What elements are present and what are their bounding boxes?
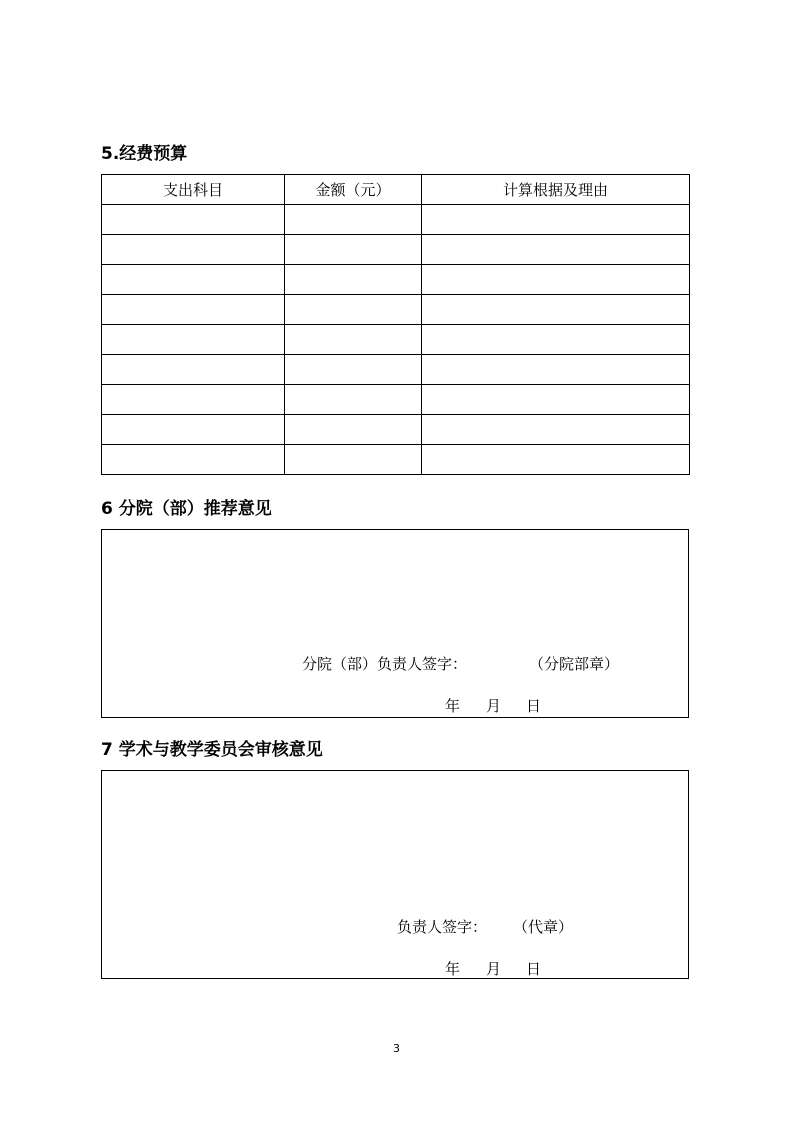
recommendation-date-month: 月 <box>486 697 502 715</box>
recommendation-box[interactable] <box>101 529 689 718</box>
recommendation-heading: 6 分院（部）推荐意见 <box>101 499 272 519</box>
budget-cell-amount[interactable] <box>285 385 422 415</box>
budget-row <box>102 205 690 235</box>
review-date-day: 日 <box>526 960 542 978</box>
recommendation-date-year: 年 <box>445 697 461 715</box>
budget-cell-expense-item[interactable] <box>102 355 285 385</box>
review-date-month: 月 <box>486 960 502 978</box>
budget-row <box>102 445 690 475</box>
budget-cell-amount[interactable] <box>285 265 422 295</box>
review-date-year: 年 <box>445 960 461 978</box>
budget-cell-justification[interactable] <box>422 205 690 235</box>
review-signature-label: 负责人签字： <box>397 918 488 936</box>
budget-heading: 5.经费预算 <box>101 144 188 164</box>
budget-cell-amount[interactable] <box>285 235 422 265</box>
budget-cell-justification[interactable] <box>422 385 690 415</box>
budget-cell-amount[interactable] <box>285 205 422 235</box>
budget-cell-amount[interactable] <box>285 295 422 325</box>
budget-cell-justification[interactable] <box>422 235 690 265</box>
budget-row <box>102 235 690 265</box>
budget-cell-expense-item[interactable] <box>102 205 285 235</box>
budget-row <box>102 295 690 325</box>
budget-cell-amount[interactable] <box>285 445 422 475</box>
budget-cell-expense-item[interactable] <box>102 415 285 445</box>
budget-cell-justification[interactable] <box>422 295 690 325</box>
budget-row <box>102 265 690 295</box>
budget-cell-amount[interactable] <box>285 325 422 355</box>
budget-cell-expense-item[interactable] <box>102 385 285 415</box>
budget-row <box>102 385 690 415</box>
budget-cell-justification[interactable] <box>422 265 690 295</box>
budget-cell-expense-item[interactable] <box>102 265 285 295</box>
recommendation-seal-label: （分院部章） <box>529 655 620 673</box>
budget-cell-justification[interactable] <box>422 355 690 385</box>
review-heading: 7 学术与教学委员会审核意见 <box>101 740 323 760</box>
header-expense-item: 支出科目 <box>102 175 285 205</box>
budget-cell-justification[interactable] <box>422 445 690 475</box>
header-justification: 计算根据及理由 <box>422 175 690 205</box>
review-seal-label: （代章） <box>513 918 574 936</box>
budget-cell-justification[interactable] <box>422 415 690 445</box>
budget-cell-justification[interactable] <box>422 325 690 355</box>
budget-cell-expense-item[interactable] <box>102 445 285 475</box>
budget-row <box>102 415 690 445</box>
budget-cell-expense-item[interactable] <box>102 295 285 325</box>
budget-cell-amount[interactable] <box>285 355 422 385</box>
budget-cell-expense-item[interactable] <box>102 235 285 265</box>
budget-row <box>102 355 690 385</box>
budget-cell-expense-item[interactable] <box>102 325 285 355</box>
budget-cell-amount[interactable] <box>285 415 422 445</box>
budget-row <box>102 325 690 355</box>
budget-table <box>101 174 690 475</box>
recommendation-signature-label: 分院（部）负责人签字： <box>302 655 468 673</box>
review-box[interactable] <box>101 770 689 979</box>
recommendation-date-day: 日 <box>526 697 542 715</box>
budget-header-row <box>102 175 690 205</box>
header-amount: 金额（元） <box>285 175 422 205</box>
page-number: 3 <box>393 1042 400 1055</box>
